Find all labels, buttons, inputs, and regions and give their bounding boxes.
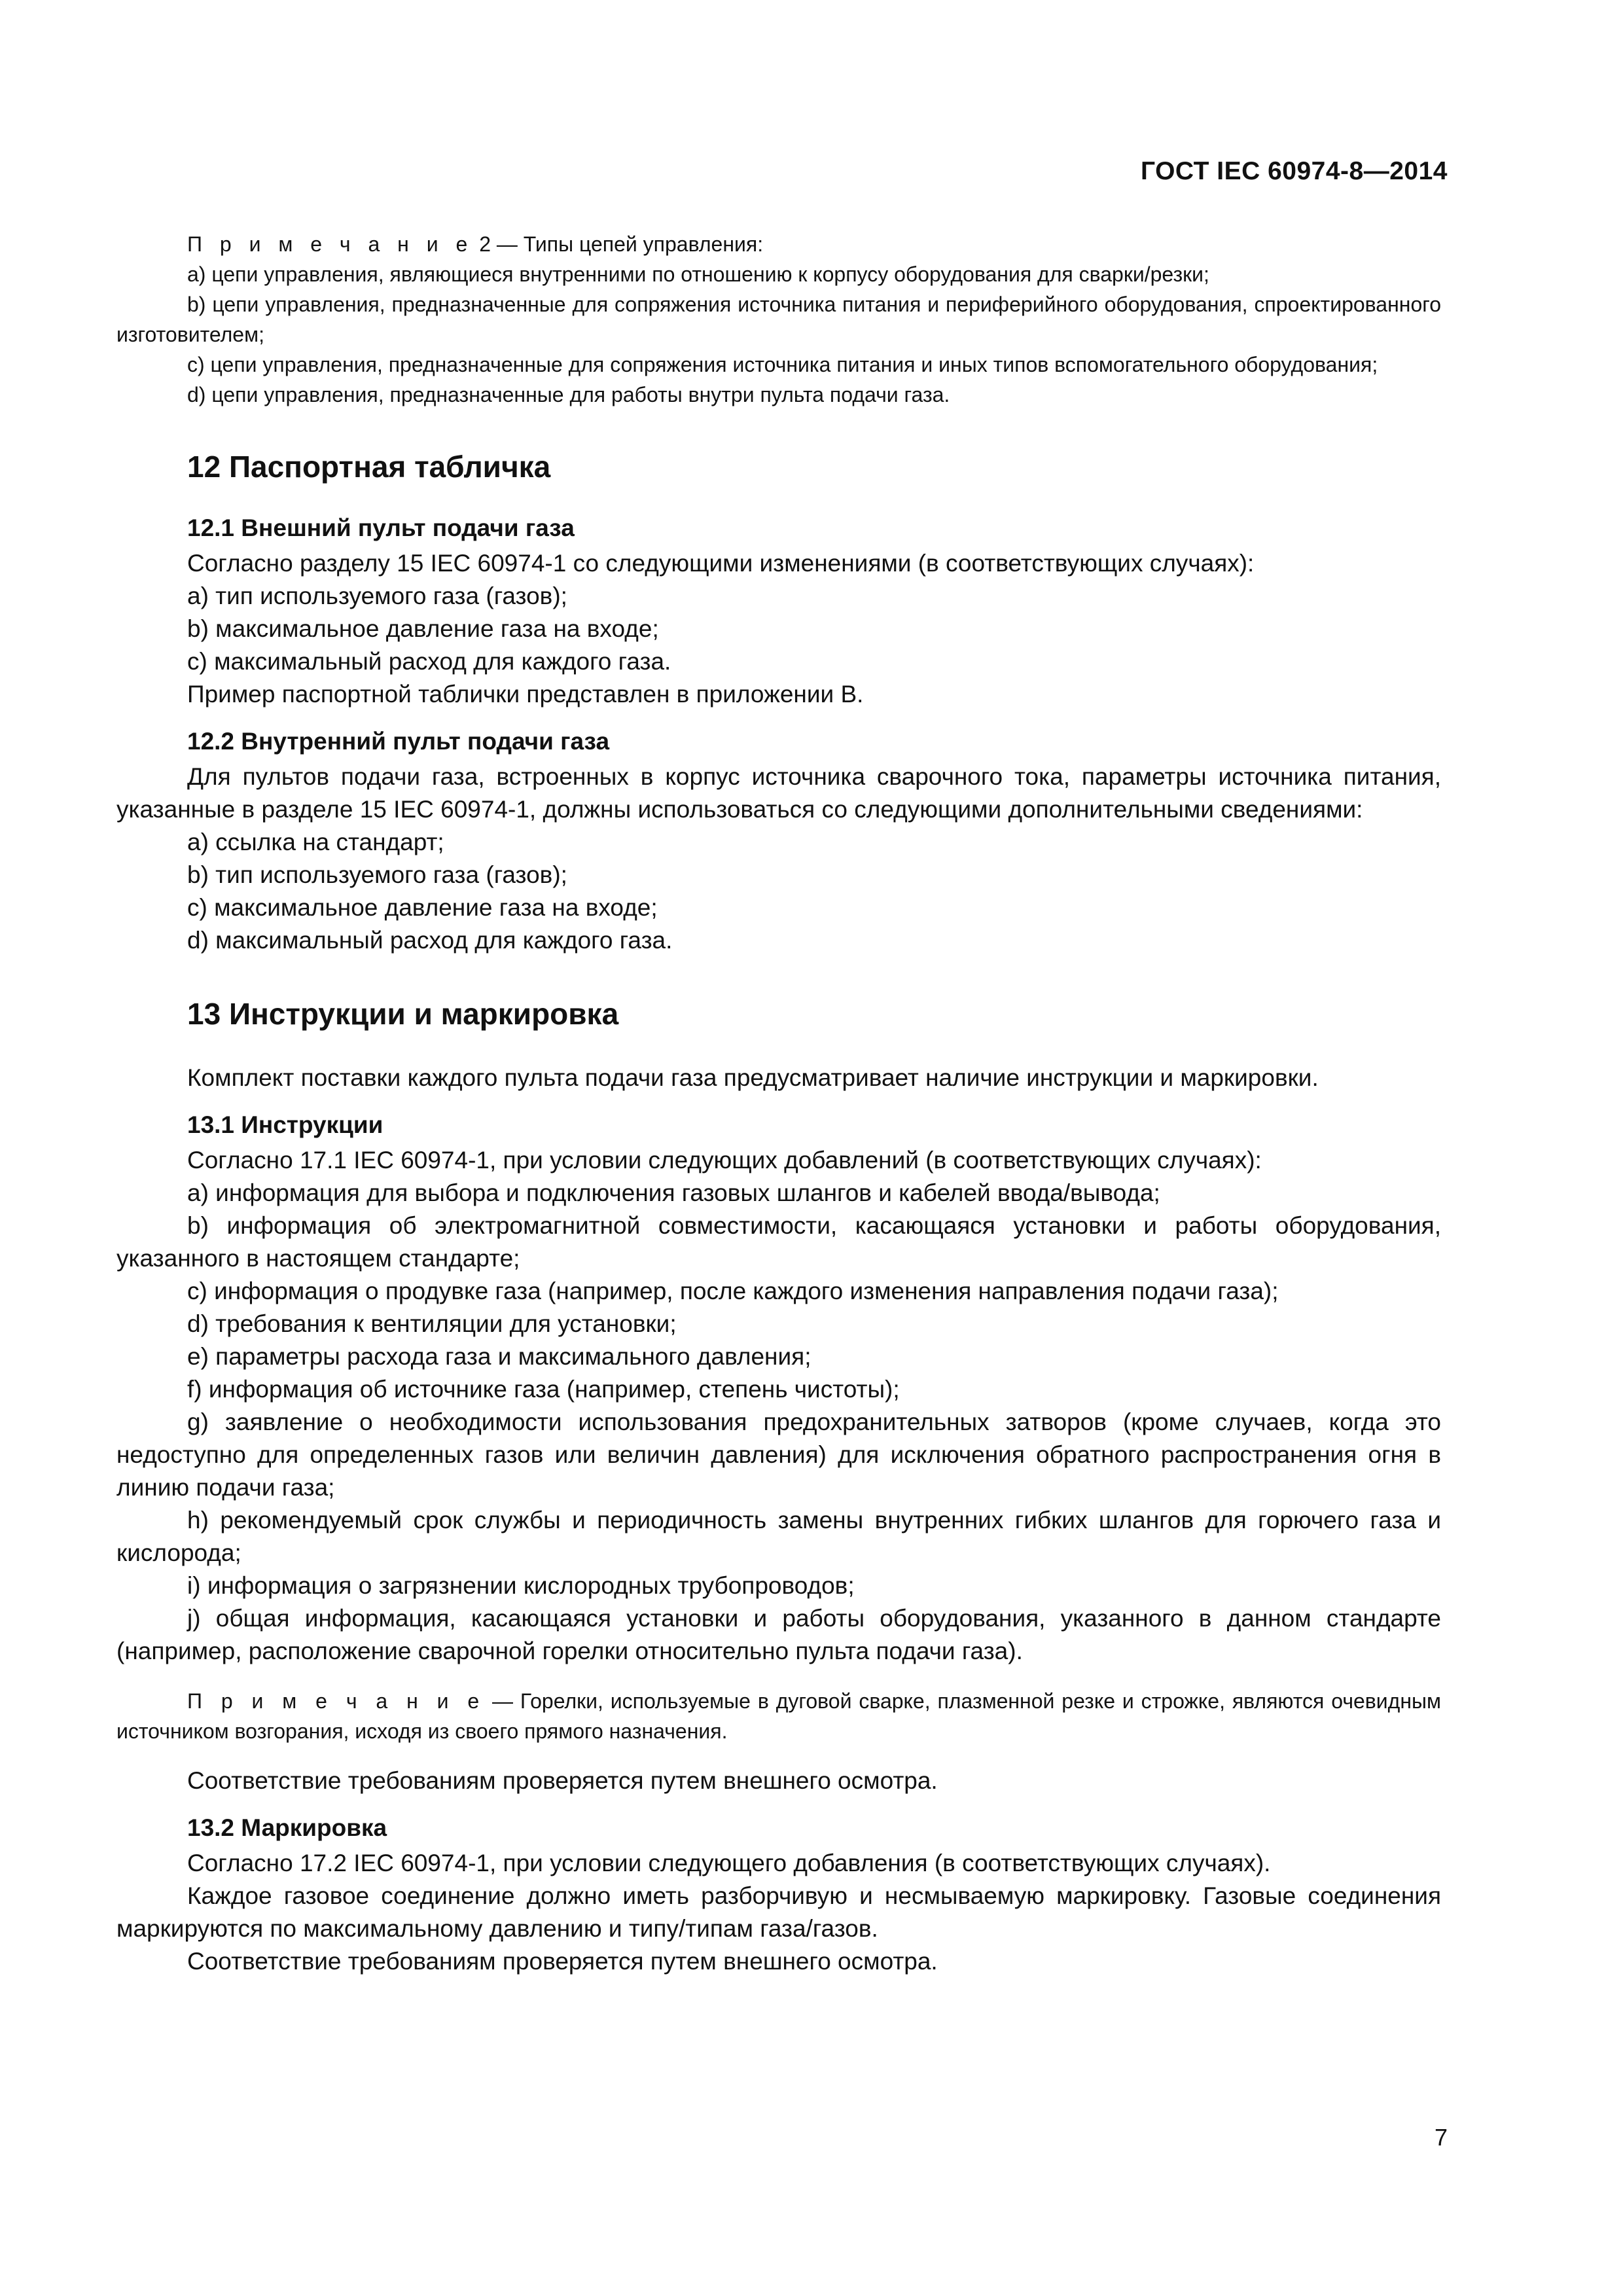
note-control-circuits — [116, 229, 1441, 410]
note-item: a) цепи управления, являющиеся внутренними по отношению к корпусу оборудования для сварки/резки; — [187, 262, 1209, 286]
note-item: d) цепи управления, предназначенные для работы внутри пульта подачи газа. — [187, 383, 950, 406]
subsection-12-1-title: 12.1 Внешний пульт подачи газа — [187, 514, 575, 541]
subsection-13-2-title: 13.2 Маркировка — [187, 1814, 387, 1841]
note-label: П р и м е ч а н и е — [187, 1689, 486, 1713]
page-number: 7 — [1434, 2124, 1448, 2151]
subsection-12-2-body — [116, 761, 1441, 957]
list-item: e) параметры расхода газа и максимального давления; — [187, 1343, 812, 1370]
paragraph: Комплект поставки каждого пульта подачи газа предусматривает наличие инструкции и маркировки. — [187, 1064, 1319, 1091]
subsection-12-1-body — [116, 547, 1441, 711]
subsection-12-2-title: 12.2 Внутренний пульт подачи газа — [187, 728, 610, 755]
paragraph: Соответствие требованиям проверяется путем внешнего осмотра. — [187, 1948, 938, 1975]
section-12-title: 12 Паспортная табличка — [187, 450, 551, 484]
list-item: b) максимальное давление газа на входе; — [187, 615, 659, 642]
list-item: d) требования к вентиляции для установки; — [187, 1310, 677, 1337]
paragraph: Соответствие требованиям проверяется путем внешнего осмотра. — [187, 1767, 938, 1794]
document-code: ГОСТ IEC 60974-8—2014 — [1140, 157, 1448, 185]
note-paragraph — [116, 1686, 1441, 1746]
list-item: a) ссылка на стандарт; — [187, 829, 444, 855]
section-13-intro — [116, 1062, 1441, 1094]
subsection-13-2-body — [116, 1847, 1441, 1978]
list-item: b) тип используемого газа (газов); — [187, 861, 567, 888]
section-13-title: 13 Инструкции и маркировка — [187, 997, 619, 1031]
paragraph: Пример паспортной таблички представлен в приложении В. — [187, 681, 864, 708]
note-text: 2 — Типы цепей управления: — [473, 232, 764, 256]
paragraph: Согласно 17.1 IEC 60974-1, при условии следующих добавлений (в соответствующих случаях): — [187, 1147, 1262, 1174]
subsection-13-1-compliance — [116, 1765, 1441, 1797]
list-item: a) тип используемого газа (газов); — [187, 583, 567, 609]
list-item: b) информация об электромагнитной совместимости, касающаяся установки и работы оборудования, указанного в настоящем стандарте; — [116, 1212, 1441, 1272]
list-item: c) максимальный расход для каждого газа. — [187, 648, 671, 675]
paragraph: Согласно разделу 15 IEC 60974-1 со следующими изменениями (в соответствующих случаях): — [187, 550, 1255, 577]
page-content — [116, 229, 1441, 1978]
note-item: c) цепи управления, предназначенные для сопряжения источника питания и иных типов вспомогательного оборудования; — [187, 353, 1378, 376]
list-item: h) рекомендуемый срок службы и периодичность замены внутренних гибких шлангов для горючего газа и кислорода; — [116, 1507, 1441, 1566]
list-item: j) общая информация, касающаяся установки и работы оборудования, указанного в данном стандарте (например, расположение сварочной горелки относительно пульта подачи газа). — [116, 1605, 1441, 1664]
note-torches — [116, 1686, 1441, 1746]
paragraph: Согласно 17.2 IEC 60974-1, при условии следующего добавления (в соответствующих случаях). — [187, 1850, 1271, 1876]
subsection-13-1-body — [116, 1144, 1441, 1668]
note-label: П р и м е ч а н и е — [187, 232, 474, 256]
list-item: c) информация о продувке газа (например, после каждого изменения направления подачи газа); — [187, 1278, 1279, 1304]
note-text: — Горелки, используемые в дуговой сварке, плазменной резке и строжке, являются очевидным источником возгорания, исходя из своего прямого назначения. — [116, 1689, 1442, 1743]
subsection-13-1-title: 13.1 Инструкции — [187, 1111, 383, 1138]
paragraph: Для пультов подачи газа, встроенных в корпус источника сварочного тока, параметры источника питания, указанные в разделе 15 IEC 60974-1, должны использоваться со следующими дополнительными сведениями: — [116, 763, 1441, 823]
list-item: a) информация для выбора и подключения газовых шлангов и кабелей ввода/вывода; — [187, 1179, 1160, 1206]
list-item: f) информация об источнике газа (например, степень чистоты); — [187, 1376, 900, 1403]
list-item: c) максимальное давление газа на входе; — [187, 894, 658, 921]
paragraph: Каждое газовое соединение должно иметь разборчивую и несмываемую маркировку. Газовые соединения маркируются по максимальному давлению и типу/типам газа/газов. — [116, 1882, 1441, 1942]
note-item: b) цепи управления, предназначенные для сопряжения источника питания и периферийного оборудования, спроектированного изготовителем; — [116, 293, 1441, 346]
list-item: g) заявление о необходимости использования предохранительных затворов (кроме случаев, когда это недоступно для определенных газов или величин давления) для исключения обратного распространения огня в линию подачи газа; — [116, 1408, 1441, 1501]
list-item: d) максимальный расход для каждого газа. — [187, 927, 673, 954]
list-item: i) информация о загрязнении кислородных трубопроводов; — [187, 1572, 855, 1599]
note-heading — [116, 229, 1441, 259]
